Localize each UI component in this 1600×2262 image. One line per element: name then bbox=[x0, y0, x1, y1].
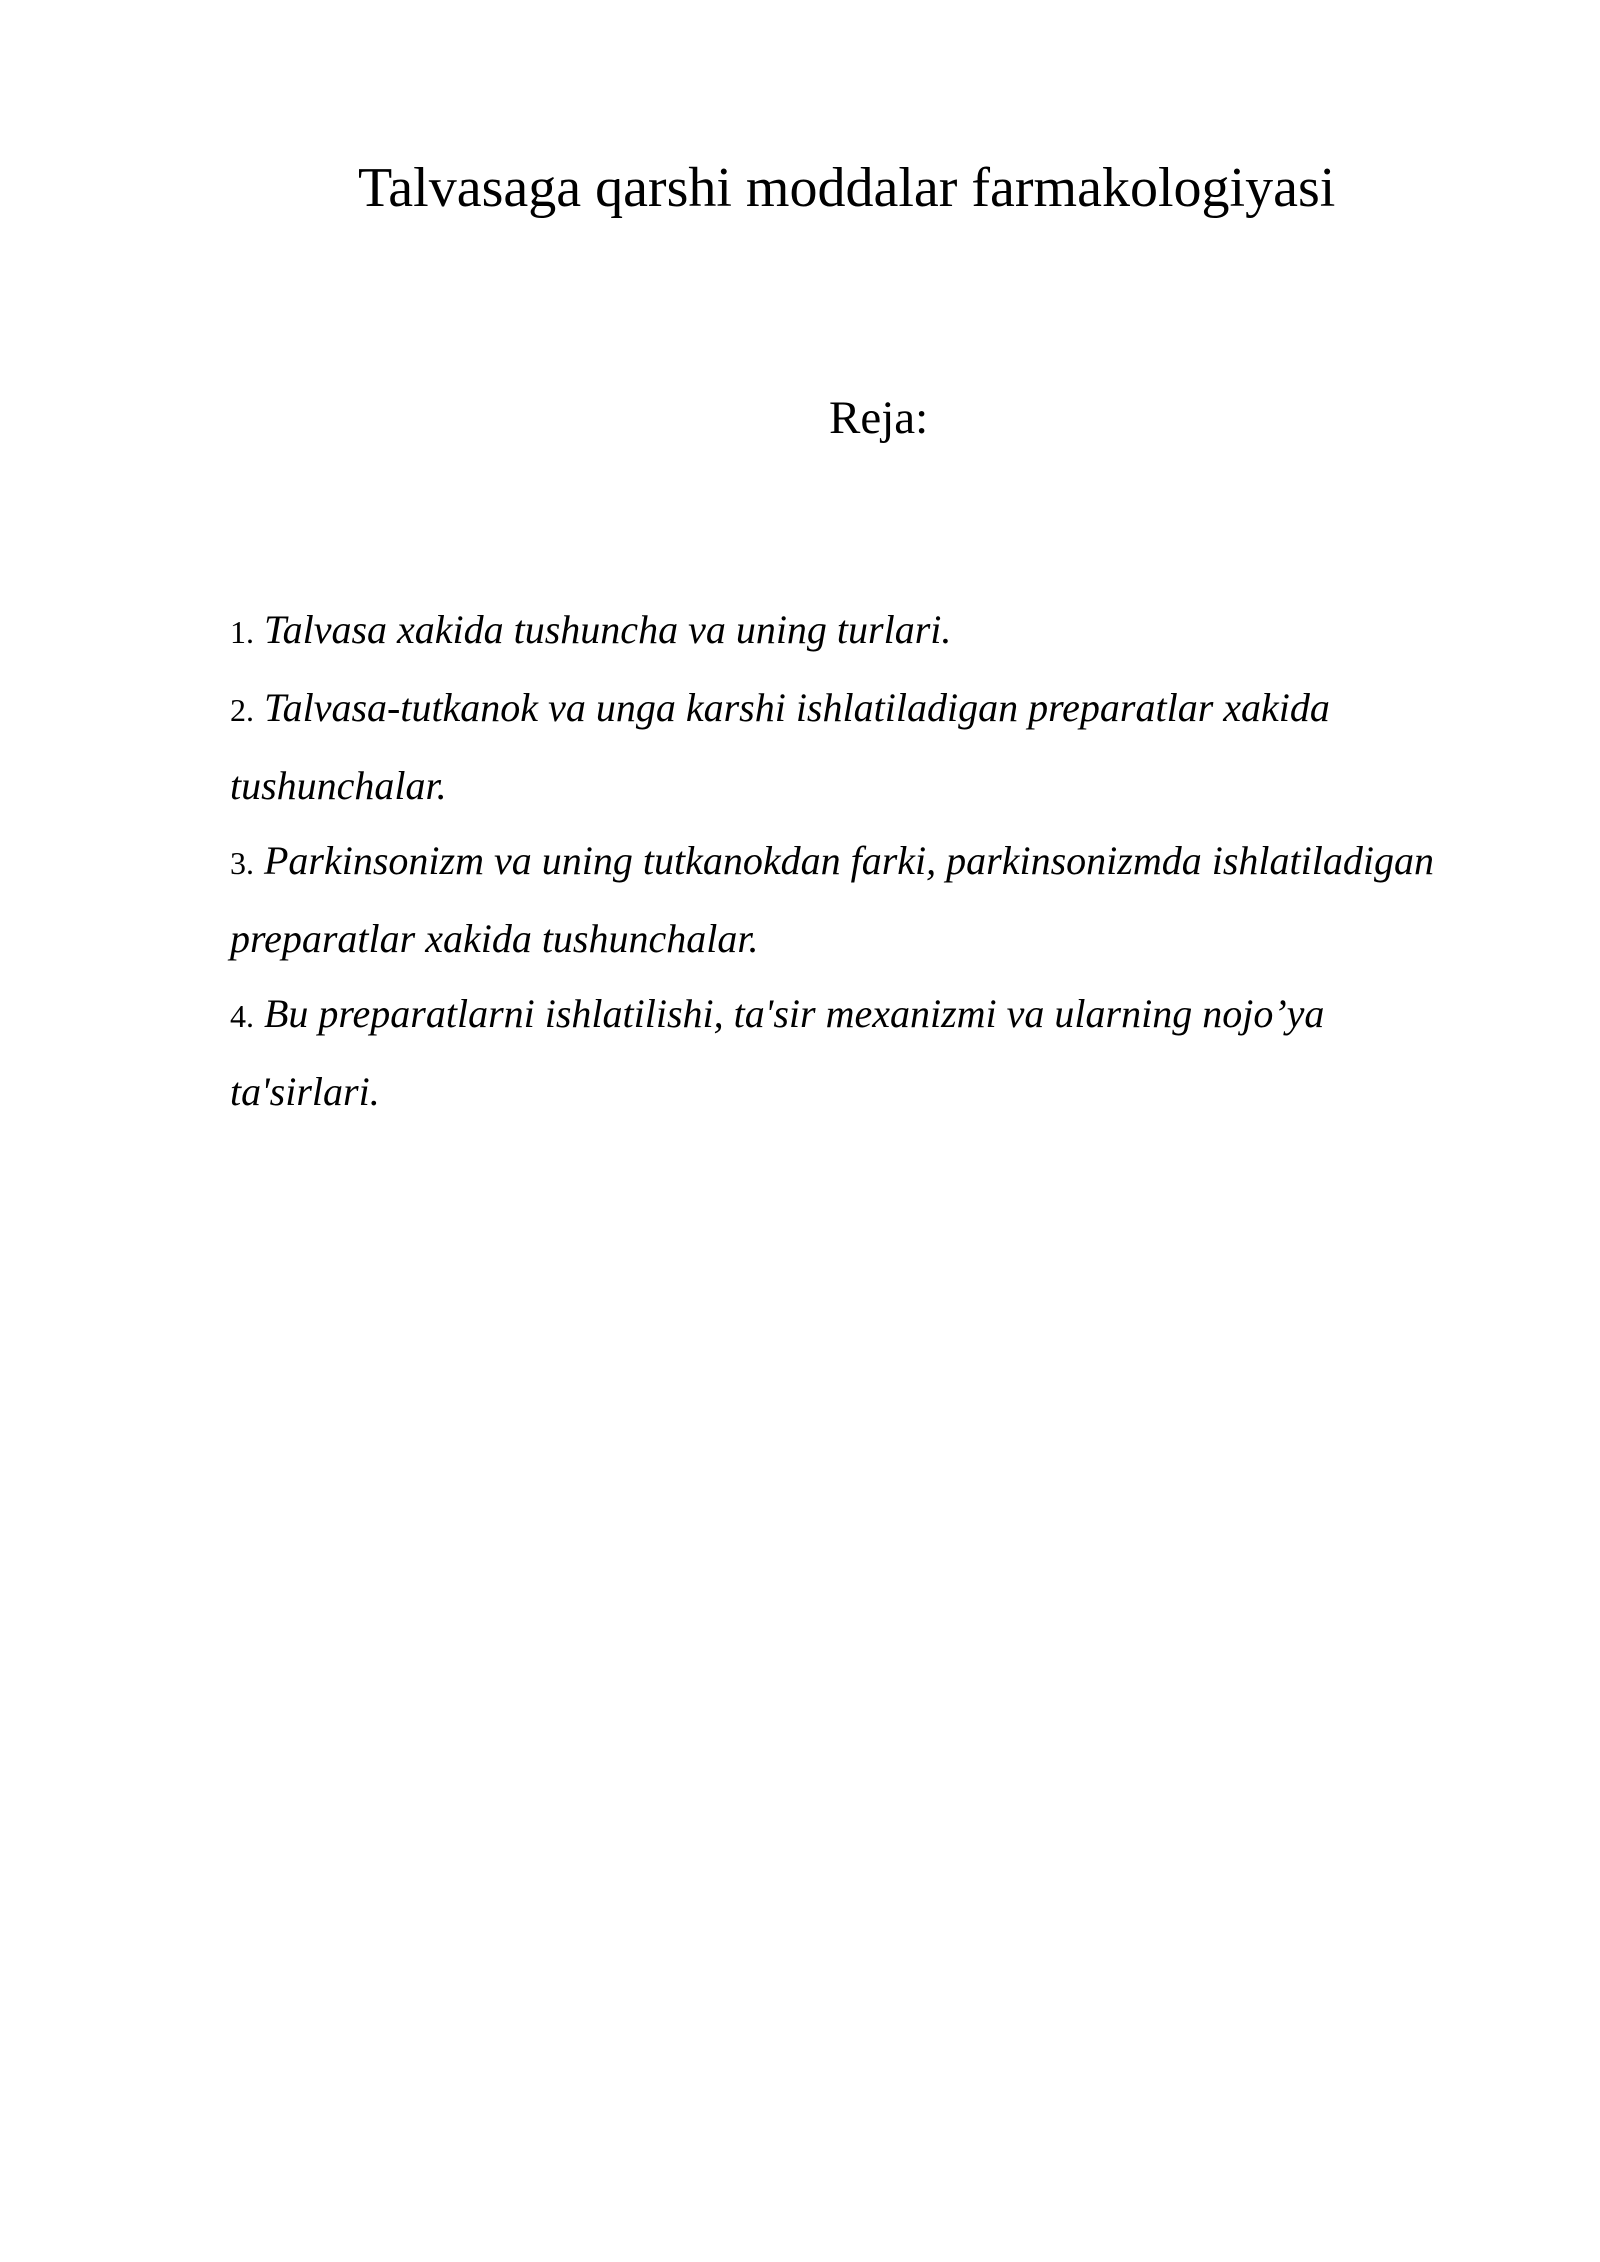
plan-item-1 bbox=[230, 592, 1470, 670]
plan-item-number: 4. bbox=[230, 998, 254, 1034]
plan-list bbox=[230, 592, 1470, 1129]
plan-item-text: Talvasa xakida tushuncha va uning turlari. bbox=[264, 607, 952, 652]
plan-item-number: 2. bbox=[230, 692, 254, 728]
plan-item-number: 1. bbox=[230, 614, 254, 650]
plan-item-text: Talvasa-tutkanok va unga karshi ishlatiladigan preparatlar xakida tushunchalar. bbox=[230, 685, 1330, 808]
plan-item-2 bbox=[230, 670, 1470, 823]
plan-item-4 bbox=[230, 976, 1470, 1129]
plan-item-number: 3. bbox=[230, 845, 254, 881]
document-title: Talvasaga qarshi moddalar farmakologiyasi bbox=[358, 157, 1336, 219]
plan-item-text: Parkinsonizm va uning tutkanokdan farki, parkinsonizmda ishlatiladigan preparatlar xakida tushunchalar. bbox=[230, 838, 1434, 961]
plan-item-3 bbox=[230, 823, 1470, 976]
plan-item-text: Bu preparatlarni ishlatilishi, ta'sir mexanizmi va ularning nojo’ya ta'sirlari. bbox=[230, 991, 1325, 1114]
plan-heading: Reja: bbox=[829, 392, 929, 444]
